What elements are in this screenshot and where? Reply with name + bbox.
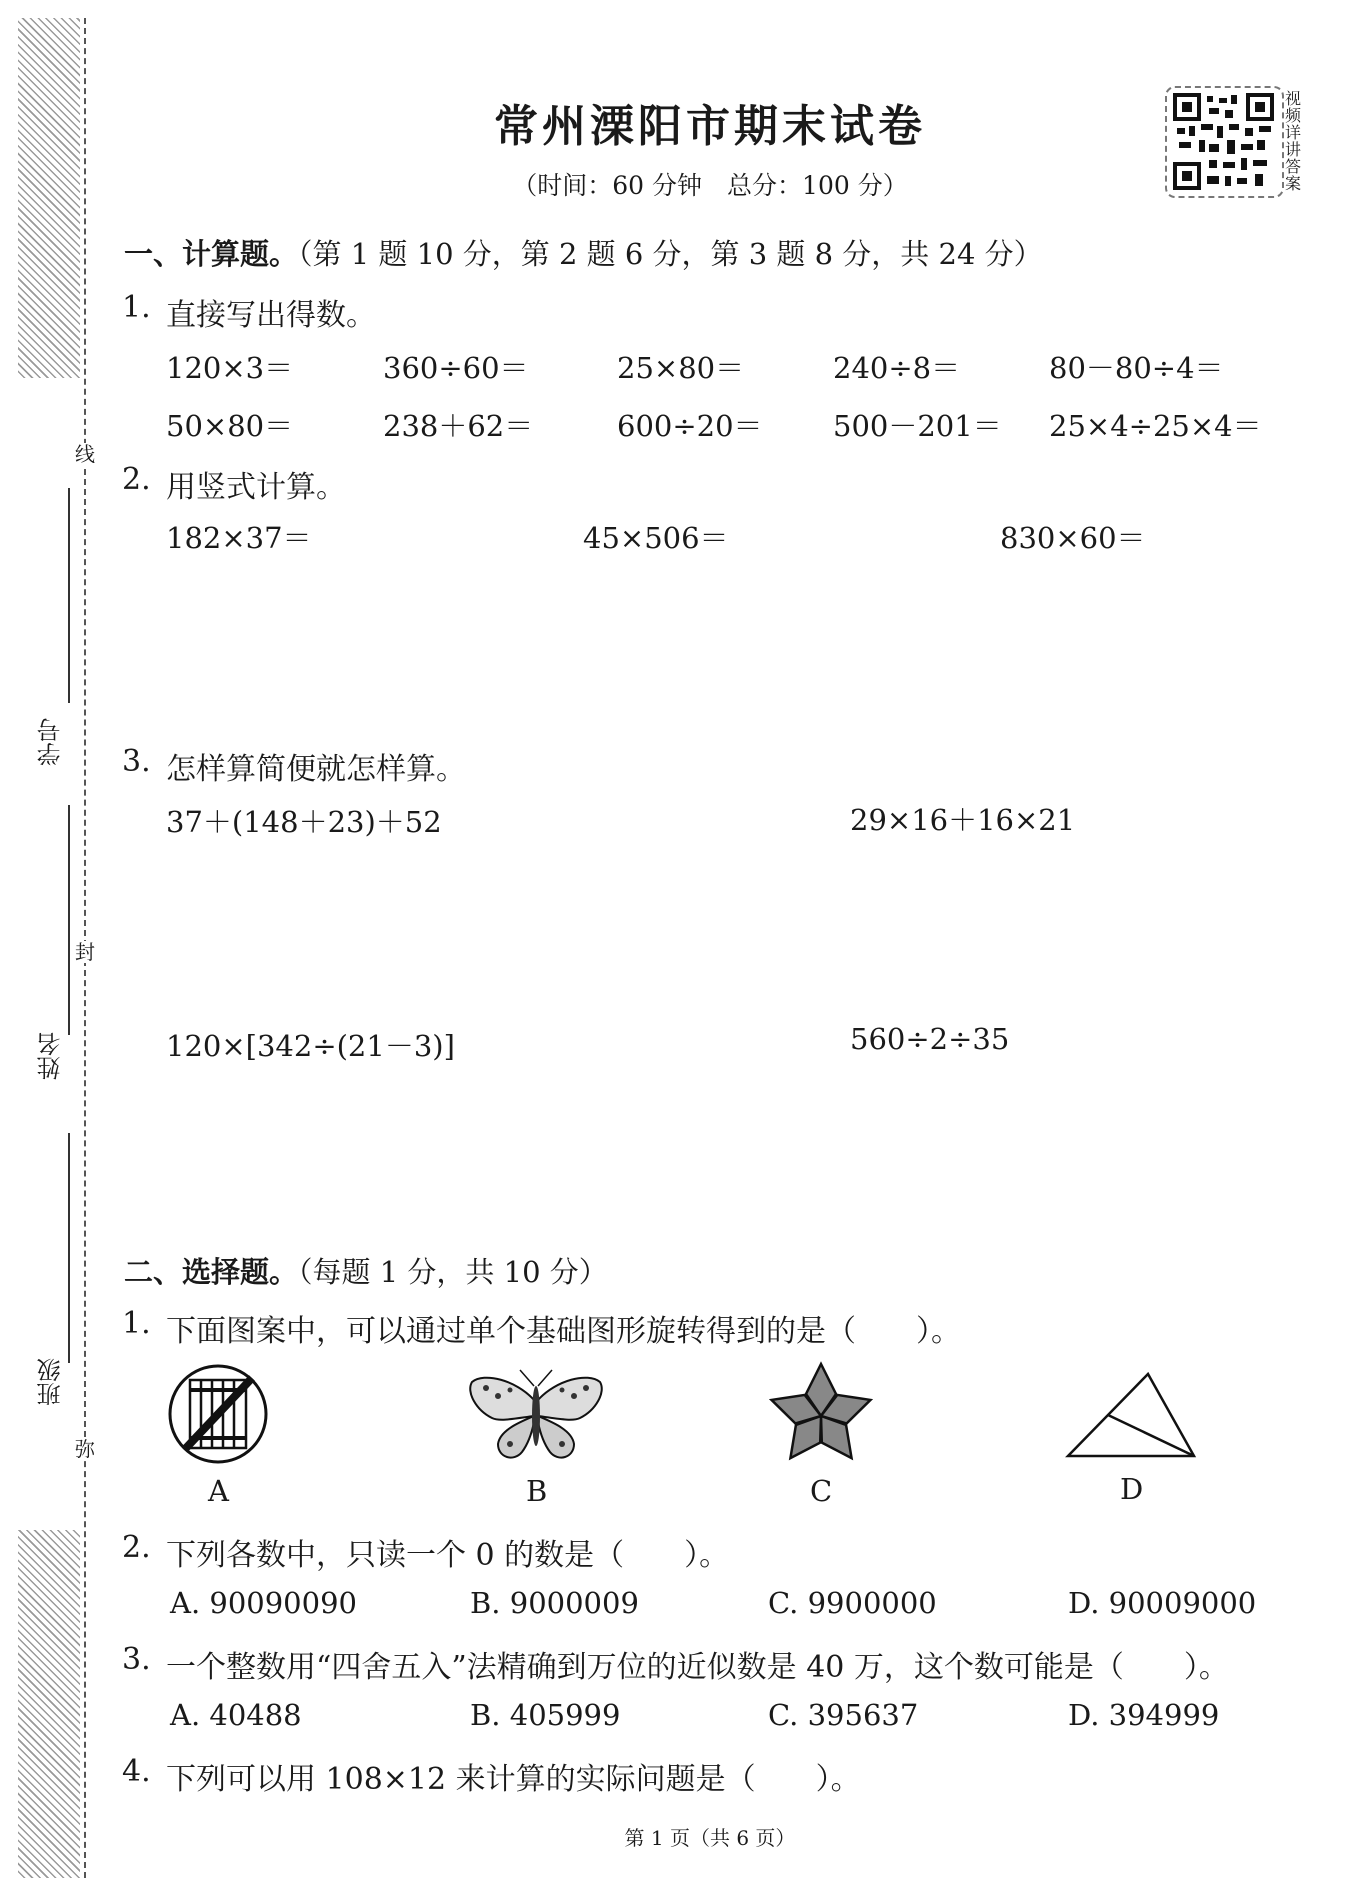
s2-q3-number: 3. [122, 1642, 151, 1677]
page-subtitle: （时间：60 分钟 总分：100 分） [512, 171, 908, 200]
section2-title: 二、选择题。 [124, 1255, 299, 1289]
qr-caption: 视频详讲答案 [1284, 89, 1301, 193]
section1-title: 一、计算题。 [124, 237, 299, 271]
page-title: 常州溧阳市期末试卷 [494, 101, 926, 152]
class-line [68, 1133, 70, 1363]
s1-q2-item: 830×60＝ [1000, 521, 1146, 555]
s2-q1-number: 1. [122, 1306, 151, 1341]
s2-q3-option: D. 394999 [1068, 1698, 1220, 1732]
student-id-line [68, 488, 70, 703]
s1-q1-item: 240÷8＝ [833, 351, 961, 385]
figure-d-triangle [1064, 1368, 1200, 1462]
section2-note: （每题 1 分，共 10 分） [298, 1255, 608, 1289]
margin-tag-line: 线 [75, 442, 95, 466]
s1-q1-item: 25×4÷25×4＝ [1049, 409, 1262, 443]
class-label: 班级 [37, 1358, 65, 1406]
s2-q1-text: 下面图案中，可以通过单个基础图形旋转得到的是（ ）。 [166, 1314, 961, 1349]
page-footer: 第 1 页（共 6 页） [624, 1826, 796, 1850]
s1-q3-item: 29×16＋16×21 [850, 803, 1076, 837]
name-label: 姓名 [37, 1032, 65, 1080]
s1-q2-text: 用竖式计算。 [166, 470, 346, 505]
figure-a-fence [166, 1362, 270, 1466]
s2-q4-number: 4. [122, 1754, 151, 1789]
s2-q2-option: B. 9000009 [470, 1586, 639, 1620]
s1-q1-item: 120×3＝ [166, 351, 294, 385]
s2-q4-text: 下列可以用 108×12 来计算的实际问题是（ ）。 [166, 1762, 861, 1797]
s1-q1-text: 直接写出得数。 [166, 298, 376, 333]
figure-label-b: B [526, 1474, 548, 1508]
section2-heading [124, 1250, 608, 1291]
margin-tag-close: 弥 [75, 1437, 95, 1461]
student-id-label: 学号 [37, 718, 65, 766]
s1-q2-item: 45×506＝ [583, 521, 729, 555]
s1-q3-item: 560÷2÷35 [850, 1022, 1010, 1056]
s1-q2-number: 2. [122, 462, 151, 497]
section1-heading [124, 232, 1043, 273]
s1-q1-item: 500－201＝ [833, 409, 1002, 443]
s1-q2-item: 182×37＝ [166, 521, 312, 555]
s1-q1-item: 50×80＝ [166, 409, 294, 443]
s1-q3-item: 37＋(148＋23)＋52 [166, 805, 442, 839]
s2-q2-text: 下列各数中，只读一个 0 的数是（ ）。 [166, 1538, 730, 1573]
s1-q1-number: 1. [122, 290, 151, 325]
figure-label-a: A [208, 1474, 229, 1508]
s1-q1-item: 238＋62＝ [383, 409, 534, 443]
margin-tag-seal: 封 [75, 940, 95, 964]
figure-label-c: C [810, 1474, 833, 1508]
section1-note: （第 1 题 10 分，第 2 题 6 分，第 3 题 8 分，共 24 分） [298, 237, 1043, 271]
qr-code[interactable] [1165, 86, 1284, 198]
s2-q3-option: B. 405999 [470, 1698, 621, 1732]
s1-q1-item: 600÷20＝ [617, 409, 763, 443]
s1-q3-number: 3. [122, 744, 151, 779]
s2-q3-option: C. 395637 [768, 1698, 919, 1732]
s2-q2-option: C. 9900000 [768, 1586, 937, 1620]
s1-q1-item: 25×80＝ [617, 351, 745, 385]
figure-c-pentagon-flower [766, 1360, 876, 1468]
s2-q3-option: A. 40488 [170, 1698, 302, 1732]
figure-label-d: D [1120, 1472, 1144, 1506]
s2-q2-number: 2. [122, 1530, 151, 1565]
s1-q3-text: 怎样算简便就怎样算。 [166, 752, 466, 787]
name-line [68, 805, 70, 1035]
s1-q3-item: 120×[342÷(21－3)] [166, 1029, 455, 1063]
s1-q1-item: 360÷60＝ [383, 351, 529, 385]
s2-q3-text: 一个整数用“四舍五入”法精确到万位的近似数是 40 万，这个数可能是（ ）。 [166, 1650, 1229, 1685]
s2-q2-option: D. 90009000 [1068, 1586, 1257, 1620]
s2-q2-option: A. 90090090 [170, 1586, 357, 1620]
figure-b-butterfly [466, 1366, 606, 1466]
s1-q1-item: 80－80÷4＝ [1049, 351, 1224, 385]
